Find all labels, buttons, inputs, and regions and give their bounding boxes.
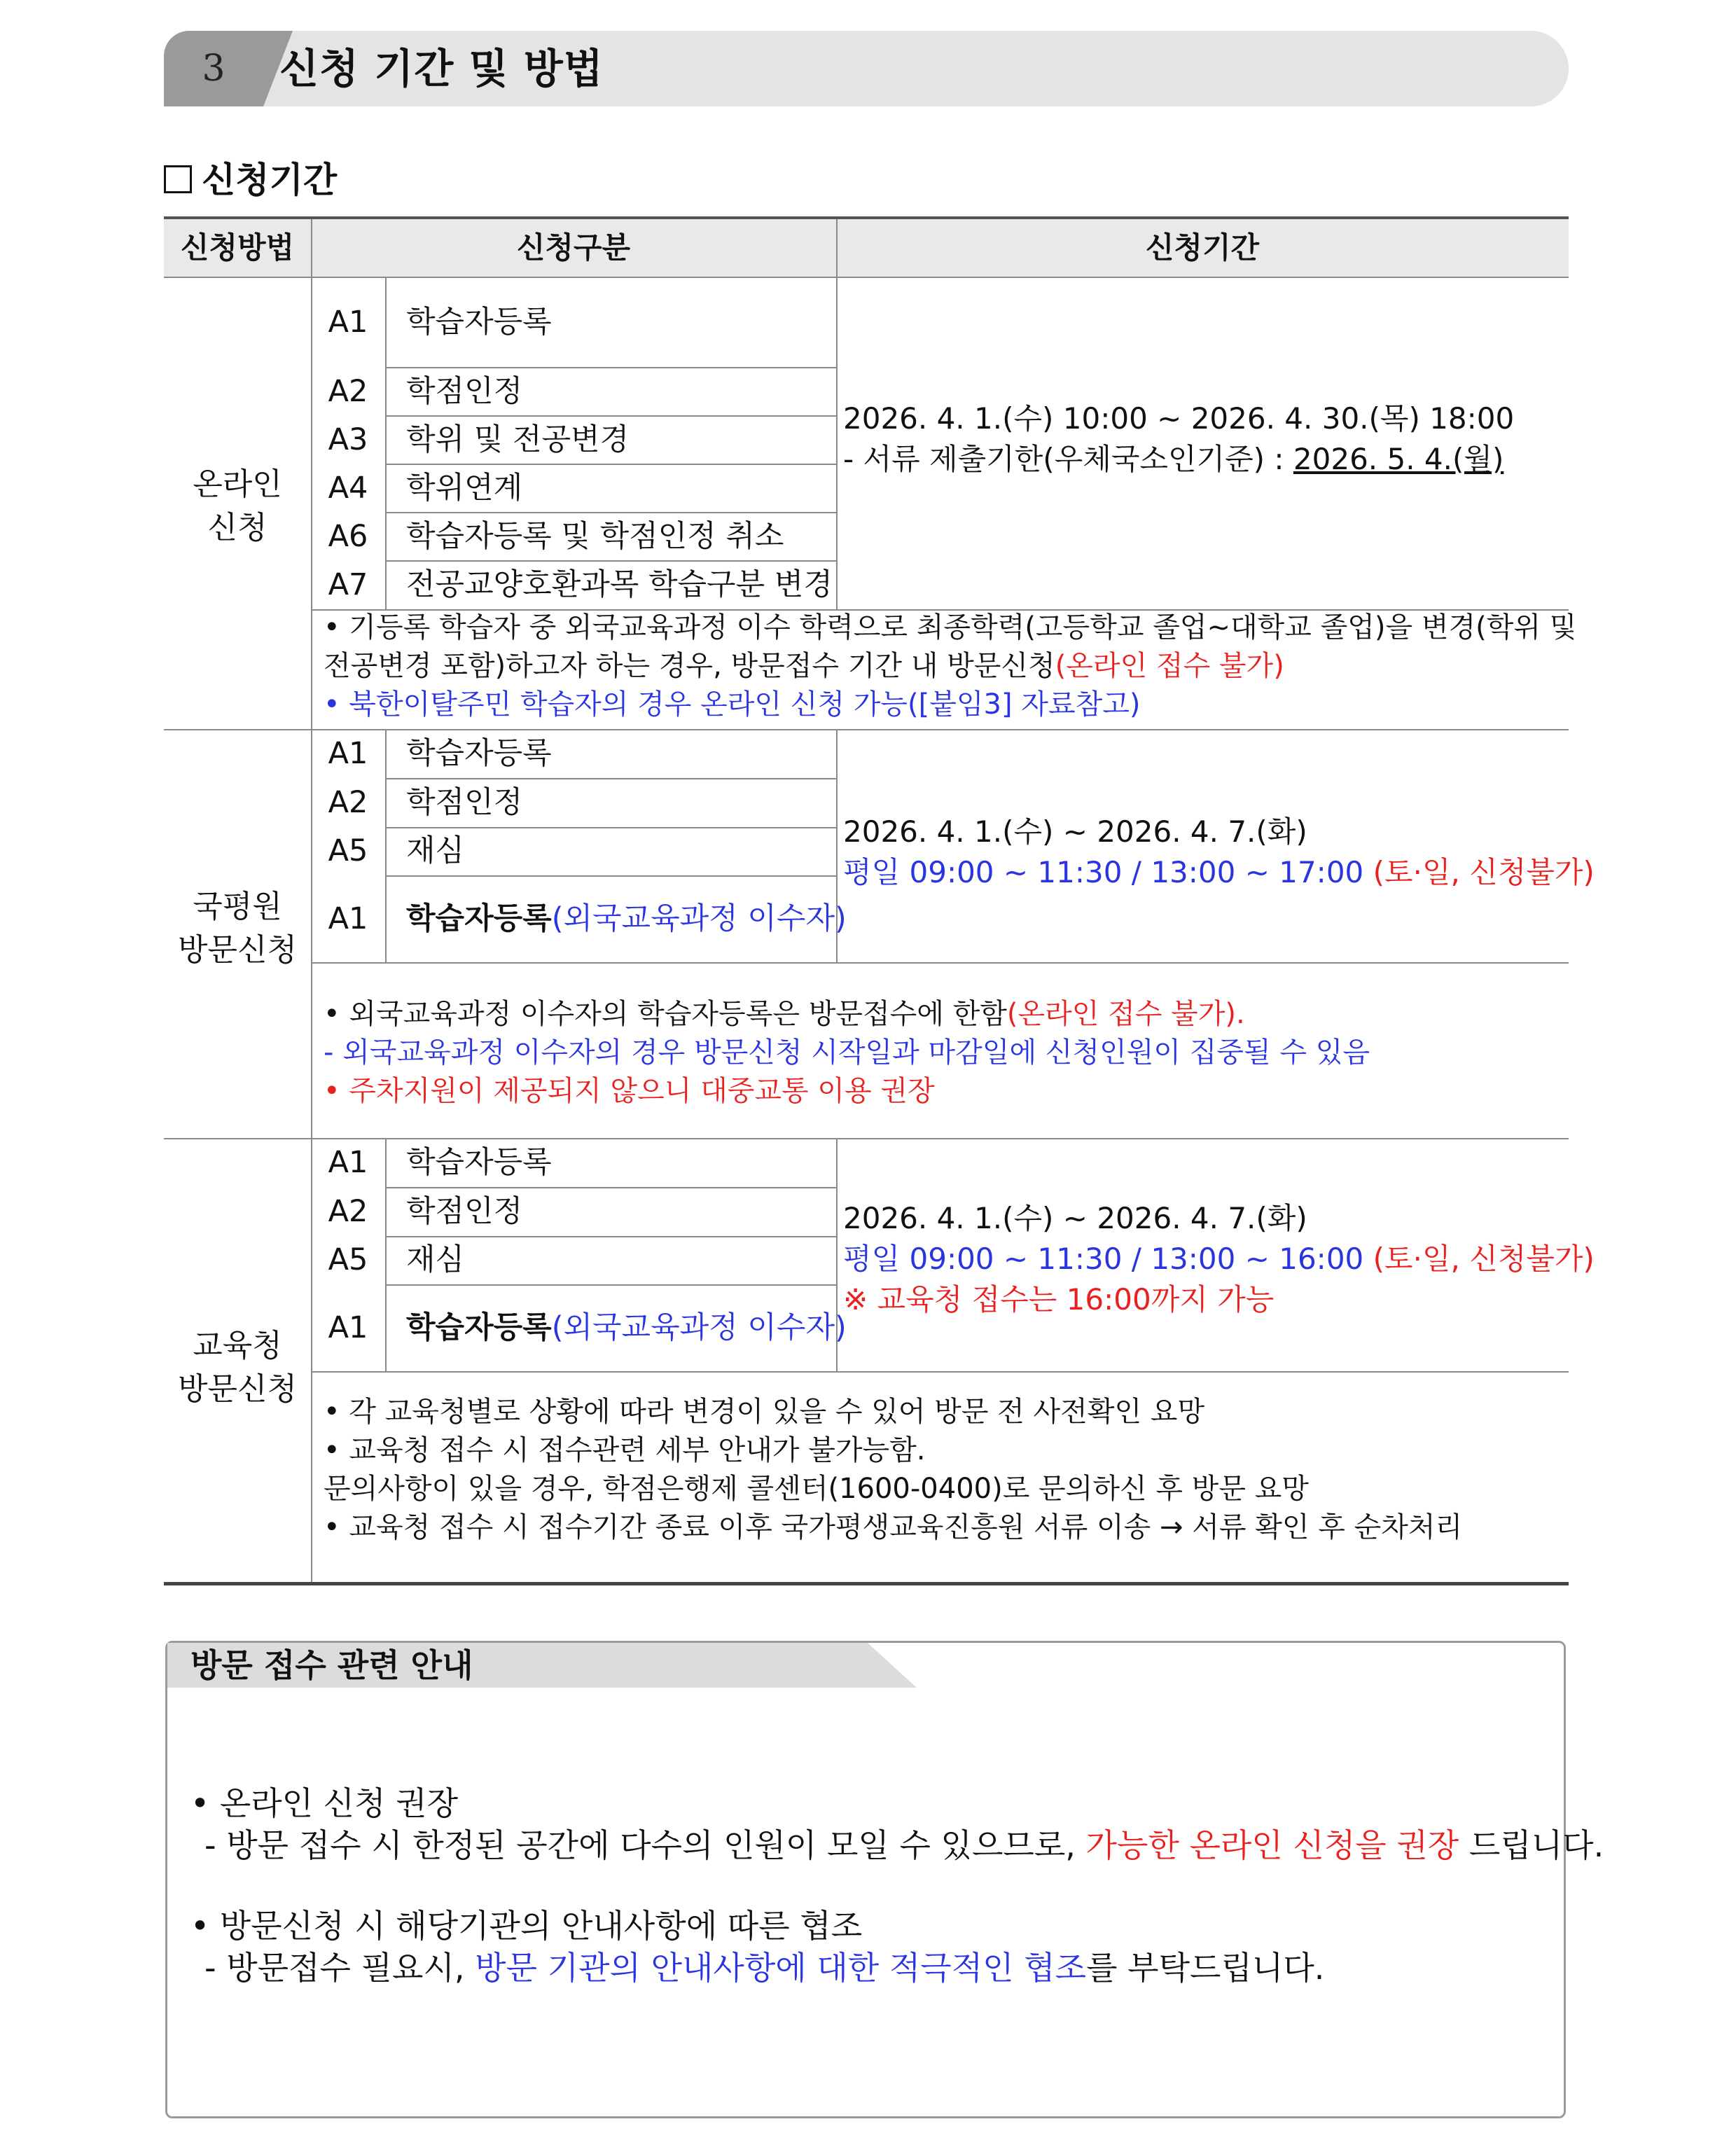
edu-hours: 평일 09:00 ~ 11:30 / 13:00 ~ 16:00 [843, 1242, 1364, 1276]
online-notes [324, 609, 1576, 724]
row-code: A5 [328, 833, 368, 868]
method-edu-line2: 방문신청 [177, 1371, 297, 1407]
guide-item2-title: • 방문신청 시 해당기관의 안내사항에 따른 협조 [190, 1907, 863, 1945]
header-category: 신청구분 [516, 230, 631, 265]
visit-guide-box [165, 1641, 1604, 2120]
row-code: A2 [328, 785, 368, 820]
row-name: 학습자등록 [406, 736, 552, 771]
online-deadline-date: 2026. 5. 4.(월) [1293, 442, 1504, 476]
nile-note-1-red: (온라인 접수 불가). [1006, 998, 1245, 1030]
rule [164, 277, 1569, 278]
row-name: 재심 [406, 833, 465, 868]
nile-note-1-text: • 외국교육과정 이수자의 학습자등록은 방문접수에 한함 [324, 998, 1007, 1030]
row-name: 학습자등록 [406, 1145, 552, 1180]
row-name: 학위 및 전공변경 [406, 422, 630, 457]
row-name: 학습자등록 및 학점인정 취소 [406, 519, 784, 554]
edu-period-line1: 2026. 4. 1.(수) ~ 2026. 4. 7.(화) [843, 1201, 1307, 1235]
rule [385, 415, 836, 417]
rule [385, 875, 836, 877]
guide-item1-suffix: 드립니다. [1459, 1826, 1604, 1864]
rule [385, 560, 836, 562]
row-name: 전공교양호환과목 학습구분 변경 [406, 567, 833, 602]
row-code: A7 [328, 567, 368, 602]
rule [385, 512, 836, 513]
row-name: 학점인정 [406, 374, 523, 409]
row-code: A1 [328, 736, 368, 771]
online-deadline-label: - 서류 제출기한(우체국소인기준) : [843, 442, 1293, 476]
nile-period-line2 [843, 852, 1595, 893]
rule [836, 219, 838, 277]
rule [385, 464, 836, 465]
rule [164, 1138, 1569, 1139]
header-period: 신청기간 [1145, 230, 1260, 265]
rule [164, 729, 1569, 730]
rule [311, 962, 1569, 964]
row-code: A3 [328, 422, 368, 457]
rule [385, 1236, 836, 1237]
online-note-2: • 북한이탈주민 학습자의 경우 온라인 신청 가능([붙임3] 자료참고) [324, 688, 1141, 721]
checkbox-square-icon [164, 165, 192, 193]
row-name: 학점인정 [406, 1194, 523, 1229]
row-name: 재심 [406, 1242, 465, 1277]
section-title: 신청 기간 및 방법 [279, 45, 604, 92]
table-bottom-border [164, 1582, 1569, 1585]
guide-item1-title: • 온라인 신청 권장 [190, 1784, 459, 1822]
row-code: A2 [328, 1194, 368, 1229]
edu-period-line2 [843, 1239, 1595, 1279]
edu-period [843, 1198, 1595, 1320]
row-code: A4 [328, 471, 368, 506]
row-code: A1 [328, 1145, 368, 1180]
row-code: A1 [328, 901, 368, 936]
rule [385, 277, 387, 609]
row-name [406, 897, 847, 940]
nile-period [843, 812, 1595, 893]
nile-note-3: • 주차지원이 제공되지 않으니 대중교통 이용 권장 [324, 1075, 935, 1107]
row-code: A1 [328, 305, 368, 340]
guide-item1-red: 가능한 온라인 신청을 권장 [1085, 1826, 1459, 1864]
rule [385, 1187, 836, 1188]
guide-frame [165, 1641, 1566, 2118]
rule [385, 367, 836, 368]
method-online-line2: 신청 [207, 510, 268, 546]
online-period-line2 [843, 439, 1514, 480]
nile-hours: 평일 09:00 ~ 11:30 / 13:00 ~ 17:00 [843, 855, 1364, 889]
method-online [164, 463, 311, 550]
edu-note-4: • 교육청 접수 시 접수기간 종료 이후 국가평생교육진흥원 서류 이송 → 서류 확인 후 순차처리 [324, 1511, 1463, 1543]
online-note-1a: • 기등록 학습자 중 외국교육과정 이수 학력으로 최종학력(고등학교 졸업~대학교 졸업)을 변경(학위 및 [324, 611, 1577, 644]
header-method: 신청방법 [180, 230, 295, 265]
row-name: 학점인정 [406, 785, 523, 820]
rule [385, 1138, 387, 1371]
guide-title: 방문 접수 관련 안내 [190, 1646, 473, 1684]
online-note-1b-text: 전공변경 포함)하고자 하는 경우, 방문접수 기간 내 방문신청 [324, 650, 1055, 682]
rule [385, 827, 836, 828]
method-nile-line2: 방문신청 [177, 932, 297, 968]
row-name: 학위연계 [406, 471, 523, 506]
subheading-text: 신청기간 [202, 160, 338, 200]
nile-notes [324, 995, 1370, 1111]
edu-note-1: • 각 교육청별로 상황에 따라 변경이 있을 수 있어 방문 전 사전확인 요망 [324, 1396, 1205, 1428]
online-note-1b-red: (온라인 접수 불가) [1055, 650, 1284, 682]
row-name: 학습자등록 [406, 305, 552, 340]
online-note-1b [324, 647, 1576, 686]
row-code: A5 [328, 1242, 368, 1277]
edu-note-3: 문의사항이 있을 경우, 학점은행제 콜센터(1600-0400)로 문의하신 후 방문 요망 [324, 1473, 1309, 1505]
edu-period-line3: ※ 교육청 접수는 16:00까지 가능 [843, 1282, 1275, 1317]
nile-note-1 [324, 995, 1370, 1034]
method-online-line1: 온라인 [193, 466, 282, 502]
guide-item2-body [204, 1947, 1324, 1989]
method-edu [164, 1324, 311, 1411]
guide-item2-text: - 방문접수 필요시, [204, 1949, 475, 1987]
rule [385, 1284, 836, 1286]
online-period-line1: 2026. 4. 1.(수) 10:00 ~ 2026. 4. 30.(목) 18:00 [843, 401, 1515, 436]
row-name-bold: 학습자등록 [406, 901, 552, 936]
row-name-bold: 학습자등록 [406, 1310, 552, 1345]
online-period [843, 398, 1514, 480]
application-table [164, 216, 1595, 1588]
subheading [164, 155, 337, 204]
section-header [164, 31, 1569, 106]
rule [311, 1371, 1569, 1373]
method-edu-line1: 교육청 [193, 1328, 282, 1363]
rule [836, 277, 838, 609]
edu-note-2: • 교육청 접수 시 접수관련 세부 안내가 불가능함. [324, 1434, 926, 1466]
guide-item1-text: - 방문 접수 시 한정된 공간에 다수의 인원이 모일 수 있으므로, [204, 1826, 1086, 1864]
row-name-suffix: (외국교육과정 이수자) [551, 1310, 847, 1345]
row-code: A1 [328, 1310, 368, 1345]
row-code: A2 [328, 374, 368, 409]
rule [385, 729, 387, 962]
method-nile-line1: 국평원 [193, 889, 282, 924]
nile-note-2: - 외국교육과정 이수자의 경우 방문신청 시작일과 마감일에 신청인원이 집중될 수 있음 [324, 1036, 1370, 1069]
row-code: A6 [328, 519, 368, 554]
method-nile [164, 885, 311, 972]
guide-item2-blue: 방문 기관의 안내사항에 대한 적극적인 협조 [475, 1949, 1087, 1987]
row-name-suffix: (외국교육과정 이수자) [551, 901, 847, 936]
guide-item2-suffix: 를 부탁드립니다. [1086, 1949, 1325, 1987]
nile-weekend: (토·일, 신청불가) [1363, 855, 1595, 889]
row-name [406, 1306, 847, 1349]
nile-period-line1: 2026. 4. 1.(수) ~ 2026. 4. 7.(화) [843, 814, 1307, 849]
edu-weekend: (토·일, 신청불가) [1363, 1242, 1595, 1276]
guide-item1-body [204, 1824, 1604, 1866]
rule [385, 778, 836, 779]
section-number: 3 [164, 31, 263, 106]
edu-notes [324, 1393, 1462, 1547]
